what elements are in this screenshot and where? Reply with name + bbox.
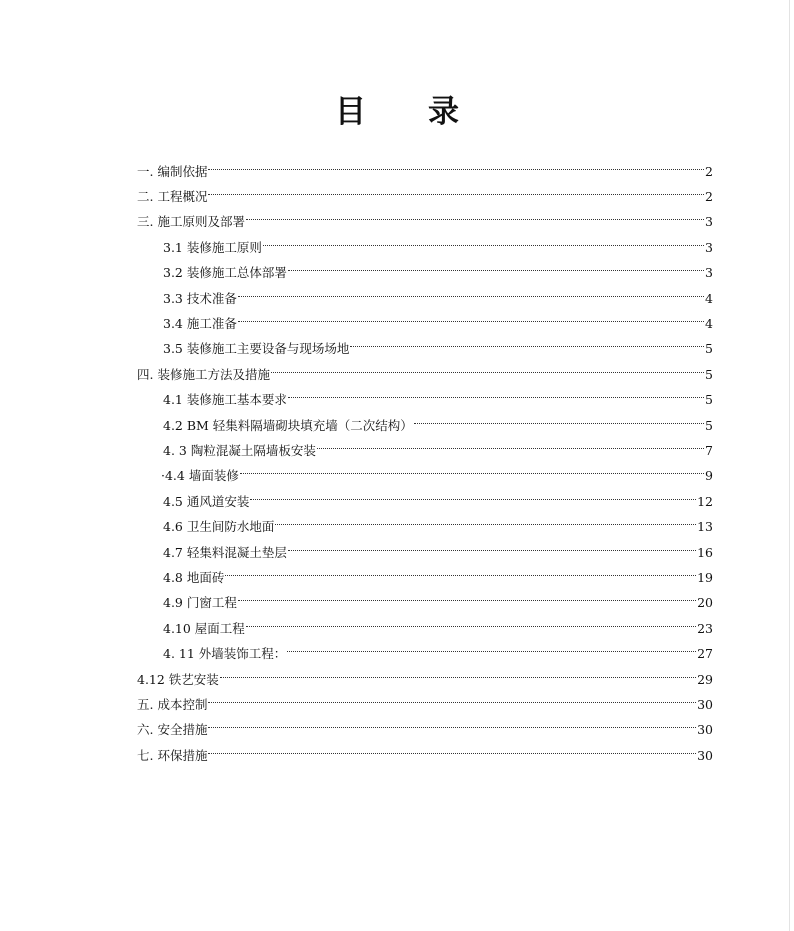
toc-page-number: 5 (705, 418, 713, 433)
toc-dot-leader (246, 609, 696, 633)
toc-dot-leader (238, 279, 704, 303)
toc-page-number: 13 (697, 519, 713, 534)
toc-entry[interactable] (137, 152, 713, 179)
toc-dot-leader (263, 228, 704, 252)
toc-entry[interactable] (137, 355, 713, 382)
toc-dot-leader (350, 329, 704, 353)
toc-entry-label: 七. 环保措施 (137, 748, 208, 763)
toc-entry-label: 4.8 地面砖 (163, 570, 225, 585)
toc-entry-label: 3.4 施工准备 (163, 316, 237, 331)
toc-entry[interactable] (163, 558, 713, 585)
toc-page-number: 23 (697, 621, 713, 636)
toc-page-number: 30 (697, 748, 713, 763)
toc-dot-leader (208, 710, 696, 734)
toc-entry-label: 二. 工程概况 (137, 189, 208, 204)
toc-page-number: 3 (705, 240, 713, 255)
toc-entry-label: 一. 编制依据 (137, 164, 208, 179)
toc-page-number: 7 (705, 443, 713, 458)
toc-entry-label: 4.1 装修施工基本要求 (163, 392, 287, 407)
toc-entry[interactable] (163, 304, 713, 331)
toc-entry[interactable] (163, 609, 713, 636)
toc-dot-leader (288, 253, 704, 277)
toc-entry-label: 4.2 BM 轻集料隔墙砌块填充墙（二次结构） (163, 418, 413, 433)
toc-dot-leader (250, 482, 696, 506)
toc-entry[interactable] (137, 177, 713, 204)
toc-entry[interactable] (137, 660, 713, 687)
toc-entry-label: 4.10 屋面工程 (163, 621, 245, 636)
toc-entry[interactable] (163, 228, 713, 255)
toc-entry[interactable] (163, 406, 713, 433)
toc-entry[interactable] (163, 253, 713, 280)
toc-entry[interactable] (137, 710, 713, 737)
toc-page-number: 4 (705, 291, 713, 306)
toc-dot-leader (288, 380, 704, 404)
title-char-1: 目 (335, 94, 366, 130)
toc-entry-label: 三. 施工原则及部署 (137, 214, 245, 229)
toc-entry[interactable] (163, 431, 713, 458)
toc-entry[interactable] (163, 533, 713, 560)
toc-entry-label: 4.9 门窗工程 (163, 595, 237, 610)
toc-entry[interactable] (163, 482, 713, 509)
toc-page-number: 30 (697, 697, 713, 712)
toc-page-number: 3 (705, 214, 713, 229)
page-title (0, 92, 794, 132)
toc-entry-label: ·4.4 墙面装修 (161, 468, 239, 483)
toc-page-number: 30 (697, 722, 713, 737)
toc-dot-leader (225, 558, 696, 582)
page-edge-divider (789, 0, 790, 931)
toc-entry[interactable] (161, 456, 713, 483)
toc-dot-leader (240, 456, 704, 480)
toc-entry[interactable] (163, 583, 713, 610)
toc-entry[interactable] (163, 380, 713, 407)
toc-entry-label: 五. 成本控制 (137, 697, 208, 712)
toc-entry-label: 4. 11 外墙装饰工程： (163, 646, 287, 661)
toc-entry[interactable] (163, 329, 713, 356)
toc-entry-label: 六. 安全措施 (137, 722, 208, 737)
toc-page-number: 5 (705, 392, 713, 407)
toc-page-number: 5 (705, 341, 713, 356)
toc-entry-label: 4.7 轻集料混凝土垫层 (163, 545, 287, 560)
toc-entry[interactable] (163, 279, 713, 306)
toc-entry[interactable] (137, 202, 713, 229)
toc-entry-label: 四. 装修施工方法及措施 (137, 367, 270, 382)
toc-page-number: 27 (697, 646, 713, 661)
toc-dot-leader (238, 304, 704, 328)
toc-dot-leader (208, 152, 704, 176)
toc-dot-leader (208, 177, 704, 201)
toc-entry-label: 3.2 装修施工总体部署 (163, 265, 287, 280)
toc-entry[interactable] (137, 736, 713, 763)
toc-entry-label: 3.5 装修施工主要设备与现场场地 (163, 341, 350, 356)
toc-entry-label: 3.1 装修施工原则 (163, 240, 262, 255)
toc-entry-label: 4.12 铁艺安装 (137, 672, 219, 687)
toc-entry[interactable] (163, 507, 713, 534)
toc-dot-leader (287, 634, 696, 658)
toc-entry-label: 4.6 卫生间防水地面 (163, 519, 275, 534)
toc-entry-label: 3.3 技术准备 (163, 291, 237, 306)
toc-entry[interactable] (137, 685, 713, 712)
toc-page-number: 20 (697, 595, 713, 610)
toc-page-number: 3 (705, 265, 713, 280)
toc-page-number: 5 (705, 367, 713, 382)
toc-dot-leader (271, 355, 704, 379)
toc-entry[interactable] (163, 634, 713, 661)
toc-dot-leader (317, 431, 704, 455)
toc-page-number: 16 (697, 545, 713, 560)
toc-page-number: 29 (697, 672, 713, 687)
toc-dot-leader (208, 736, 696, 760)
toc-dot-leader (238, 583, 696, 607)
toc-entry-label: 4. 3 陶粒混凝土隔墙板安装 (163, 443, 316, 458)
toc-dot-leader (288, 533, 696, 557)
toc-page-number: 2 (705, 189, 713, 204)
toc-dot-leader (208, 685, 696, 709)
toc-entry-label: 4.5 通风道安装 (163, 494, 250, 509)
toc-page-number: 9 (705, 468, 713, 483)
title-char-2: 录 (428, 94, 459, 130)
toc-page-number: 12 (697, 494, 713, 509)
toc-dot-leader (246, 202, 704, 226)
toc-page-number: 19 (697, 570, 713, 585)
toc-page-number: 2 (705, 164, 713, 179)
toc-page-number: 4 (705, 316, 713, 331)
toc-dot-leader (414, 406, 704, 430)
toc-dot-leader (220, 660, 696, 684)
toc-dot-leader (275, 507, 696, 531)
